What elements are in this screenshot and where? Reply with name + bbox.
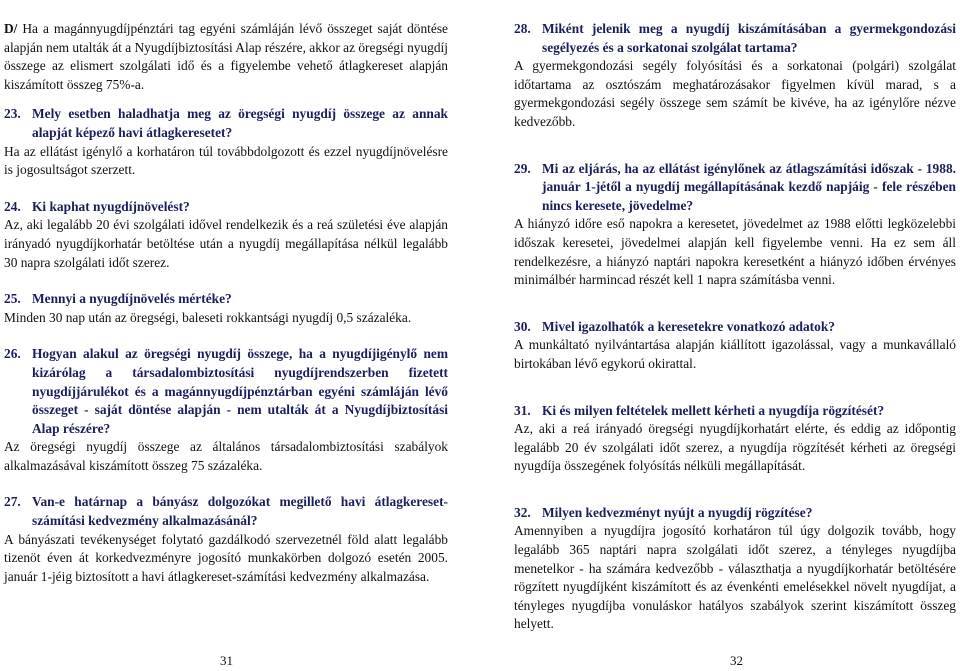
question — [4, 493, 448, 530]
page-number-left: 31 — [220, 653, 233, 668]
question — [514, 160, 956, 216]
answer-text: Minden 30 nap után az öregségi, baleseti rokkantsági nyugdíj 0,5 százaléka. — [4, 309, 412, 325]
question-text: Mennyi a nyugdíjnövelés mértéke? — [32, 291, 232, 307]
left-page — [4, 0, 448, 671]
question-text: Ki kaphat nyugdíjnövelést? — [32, 198, 190, 214]
question-number: 28. — [514, 21, 531, 36]
question-text: Mi az eljárás, ha az ellátást igénylőnek az átlagszámítási időszak - 1988. január 1-jétől a nyugdíj megállapításának kezdő napjáig - fele részében nincs keresete, jövedelme? — [542, 160, 956, 213]
question — [4, 105, 448, 142]
question-text: Mely esetben haladhatja meg az öregségi nyugdíj összege az annak alapját képező havi átlagkeresetet? — [32, 106, 448, 140]
qa-item-29 — [514, 160, 956, 290]
answer-text: Amennyiben a nyugdíjra jogosító korhatáron túl úgy dolgozik tovább, hogy legalább 365 naptári napra szolgálati időt szerez, a tényleges nyugdíjba menetelkor - ha számára kedvezőbb - választhatja a nyugdíjkorhatár betöltésére rögzített nyugdíjként kiszámított és az évenkénti emelésekkel növelt nyugdíjat, a tényleges nyugdíjba vonuláskor hatályos szabályok szerint kiszámított összeg helyett. — [514, 523, 956, 632]
qa-item-25 — [4, 290, 448, 327]
question-number: 27. — [4, 494, 21, 510]
question-text: Van-e határnap a bányász dolgozókat megillető havi átlagkereset-számítási kedvezmény alkalmazásánál? — [32, 494, 448, 529]
question-text: Ki és milyen feltételek mellett kérheti a nyugdíja rögzítését? — [542, 402, 885, 418]
intro-label: D/ — [4, 21, 18, 36]
question-number: 29. — [514, 160, 531, 176]
answer-text: A hiányzó időre eső napokra a keresetet, jövedelmet az 1988 előtti legközelebbi időszak keresetei, jövedelmei alapján kell figyelembe venni. Ha ez sem áll rendelkezésre, a hiányzó naptári napokra keresetként a hiányzó időben érvényes minimálbér harmincad részét kell 1 napra számításba venni. — [514, 216, 956, 288]
answer-text: Az, aki legalább 20 évi szolgálati idővel rendelkezik és a reá születési éve alapján irányadó nyugdíjkorhatár betöltése után a nyugdíj megállapítása nélkül legalább 30 napra szolgálati időt szerez. — [4, 217, 448, 270]
question — [514, 318, 956, 337]
qa-item-31 — [514, 402, 956, 476]
question — [514, 504, 956, 523]
question — [4, 290, 448, 309]
question-text: Miként jelenik meg a nyugdíj kiszámításában a gyermekgondozási segélyezés és a sorkatonai szolgálat tartama? — [542, 21, 956, 55]
question-number: 30. — [514, 318, 531, 334]
answer-text: Ha az ellátást igénylő a korhatáron túl továbbdolgozott és ezzel nyugdíjnövelésre is jogosultságot szerzett. — [4, 143, 448, 178]
qa-item-28 — [514, 20, 956, 132]
page-number-right: 32 — [730, 653, 743, 668]
question-text: Milyen kedvezményt nyújt a nyugdíj rögzítése? — [542, 504, 813, 520]
answer-text: Az öregségi nyugdíj összege az általános társadalombiztosítási szabályok alkalmazásával kiszámított összeg 75 százaléka. — [4, 439, 448, 473]
qa-item-27 — [4, 493, 448, 586]
intro-paragraph — [4, 20, 448, 94]
question-number: 31. — [514, 402, 531, 418]
question — [514, 20, 956, 57]
qa-item-23 — [4, 105, 448, 179]
intro-text: Ha a magánnyugdíjpénztári tag egyéni számláján lévő összeget saját döntése alapján nem utalták át a Nyugdíjbiztosítási Alap részére, akkor az öregségi nyugdíj összege az elismert szolgálati idő és a figyelembe vehető átlagkereset alapján kiszámított összeg 75%-a. — [4, 21, 448, 92]
right-page — [514, 0, 956, 671]
question-number: 32. — [514, 504, 531, 520]
right-column — [514, 20, 956, 652]
question-number: 24. — [4, 198, 21, 214]
question-number: 23. — [4, 106, 21, 122]
question-text: Mivel igazolhatók a keresetekre vonatkozó adatok? — [542, 318, 835, 334]
left-column — [4, 20, 448, 604]
question — [4, 198, 448, 217]
question — [514, 402, 956, 421]
question-number: 26. — [4, 346, 21, 362]
answer-text: Az, aki a reá irányadó öregségi nyugdíjkorhatárt elérte, és eddig az időpontig legalább 20 év szolgálati időt szerez, a nyugdíja rögzítését kérheti az öregségi nyugdíja összegének folyósítás nélküli megállapítását. — [514, 421, 956, 474]
answer-text: A munkáltató nyilvántartása alapján kiállított igazolással, vagy a munkavállaló birtokában lévő egykorú okirattal. — [514, 337, 956, 371]
qa-item-26 — [4, 345, 448, 475]
answer-text: A gyermekgondozási segély folyósítási és a sorkatonai (polgári) szolgálat időtartama az osztószám meghatározásakor figyelmen kívül marad, s a gyermekgondozási segély összege sem számít be kivéve, ha az igénylőre nézve kedvezőbb. — [514, 58, 956, 129]
qa-item-24 — [4, 198, 448, 272]
qa-item-32 — [514, 504, 956, 634]
qa-item-30 — [514, 318, 956, 374]
question — [4, 345, 448, 438]
answer-text: A bányászati tevékenységet folytató gazdálkodó szervezetnél föld alatt legalább tizenöt éven át korkedvezményre jogosító munkakörben dolgozó esetén 2005. január 1-jéig biztosított a havi átlagkereset-számítási kedvezmény alkalmazása. — [4, 531, 448, 584]
question-number: 25. — [4, 291, 21, 307]
question-text: Hogyan alakul az öregségi nyugdíj összege, ha a nyugdíjigénylő nem kizárólag a társadalombiztosítási nyugdíjrendszerben fizetett nyugdíjjárulékot és a magánnyugdíjpénztárban egyéni számláján lévő összeget - saját döntése alapján - nem utalták át a Nyugdíjbiztosítási Alap részére? — [32, 346, 448, 436]
